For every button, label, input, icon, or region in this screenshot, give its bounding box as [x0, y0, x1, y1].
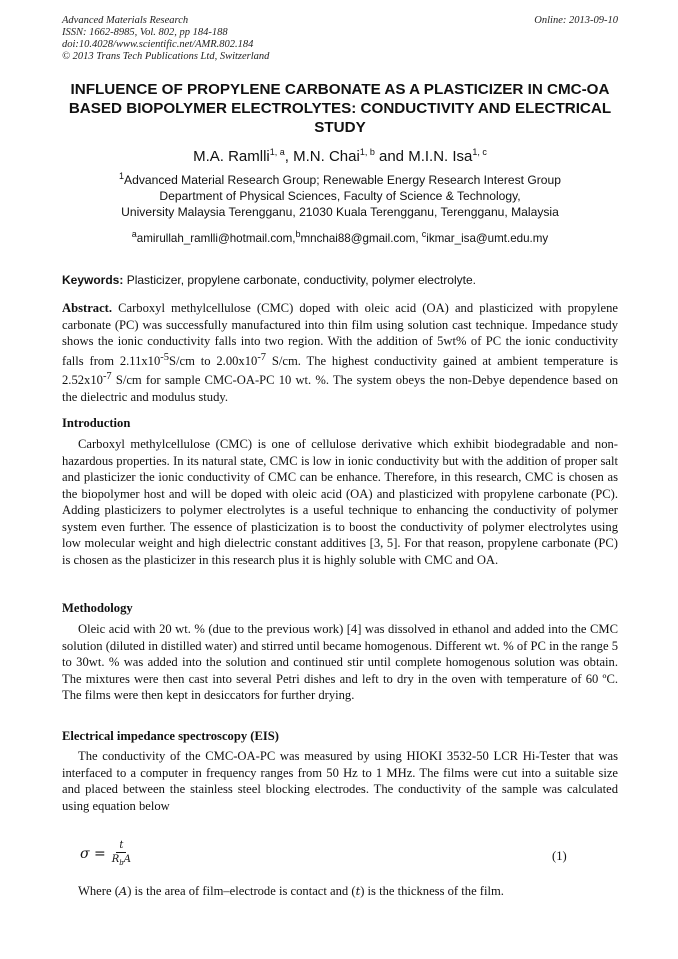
introduction-paragraph: Carboxyl methylcellulose (CMC) is one of cellulose derivative which exhibit biodegradable and non-hazardous properties. In its natural state, CMC is low in ionic conductivity but with the addition of proper salt and plasticizer the ionic conductivity of CMC can be enhance. Therefore, in this research, CMC is chosen as the biopolymer host and will be doped with oleic acid (OA) and plasticized with propylene carbonate (PC). Adding plasticizers to polymer electrolytes is a useful technique to enhancing the conductivity of polymer system even further. The essence of plasticization is to boost the conductivity of polymer electrolytes using low molecular weight and high dielectric constant additives [3, 5]. For that reason, propylene carbonate (PC) is chosen as the plasticizer in this research plus it is highly soluble with CMC and OA.: [62, 437, 618, 567]
affiliation-line: Advanced Material Research Group; Renewable Energy Research Interest Group: [124, 173, 561, 187]
exponent: -7: [257, 351, 267, 363]
email-link[interactable]: amirullah_ramlli@hotmail.com,: [136, 232, 296, 245]
author-3-affil: 1, c: [472, 147, 487, 157]
equation-lhs: σ =: [80, 845, 106, 862]
journal-header: [62, 15, 618, 63]
equation-number: (1): [552, 849, 567, 863]
author-separator: and: [374, 148, 409, 165]
abstract-text: Carboxyl methylcellulose (CMC) doped with oleic acid (OA) and plasticized with propylene carbonate (PC) was successfully manufactured into thin film using solution cast technique. Impedance study shows the ionic conductivity falls into two region. With the addition of 5wt% of PC the ionic conductivity falls from 2.11x10: [62, 301, 618, 368]
symbol-subscript: b: [119, 859, 124, 867]
author-3: M.I.N. Isa: [408, 148, 473, 165]
author-separator: ,: [284, 148, 294, 165]
symbol-r: R: [111, 854, 120, 865]
affiliation-line: Department of Physical Sciences, Faculty of Science & Technology,: [159, 189, 521, 203]
affiliation-line: University Malaysia Terengganu, 21030 Kuala Terengganu, Terengganu, Malaysia: [121, 205, 559, 219]
affiliation: [62, 172, 618, 220]
methodology-paragraph: Oleic acid with 20 wt. % (due to the previous work) [4] was dissolved in ethanol and added into the CMC solution (diluted in distilled water) and stirred until became homogenous. Different wt. % of PC in the range 5 to 30wt. % was added into the solution and continued stir until complete homogenous solution was obtain. The mixtures were then cast into several Petri dishes and left to dry in the oven with temperature of 60 ºC. The films were then kept in desiccators for further drying.: [62, 622, 618, 702]
author-1-affil: 1, a: [269, 147, 285, 157]
equation-fraction: [112, 840, 131, 867]
email-marker: a: [131, 229, 137, 240]
journal-name: Advanced Materials Research: [62, 15, 189, 26]
paper-title: INFLUENCE OF PROPYLENE CARBONATE AS A PLASTICIZER IN CMC-OA BASED BIOPOLYMER ELECTROLYTES: CONDUCTIVITY AND ELECTRICAL STUDY: [68, 81, 612, 136]
abstract-text: S/cm for sample CMC-OA-PC 10 wt. %. The system obeys the non-Debye dependence based on the dielectric and modulus study.: [62, 373, 618, 404]
author-emails: [62, 231, 618, 247]
exponent: -5: [160, 351, 170, 363]
author-1: M.A. Ramlli: [193, 148, 270, 165]
author-2-affil: 1, b: [359, 147, 375, 157]
abstract: [62, 300, 618, 405]
journal-issn: ISSN: 1662-8985, Vol. 802, pp 184-188: [62, 27, 228, 38]
journal-copyright: © 2013 Trans Tech Publications Ltd, Switzerland: [62, 51, 270, 62]
affiliation-marker: 1: [119, 170, 125, 181]
where-text: Where (: [78, 884, 119, 898]
where-text: ) is the area of film–electrode is contact and (: [127, 884, 356, 898]
where-text: ) is the thickness of the film.: [360, 884, 504, 898]
equation-denominator: [112, 853, 131, 867]
where-paragraph: [62, 883, 618, 900]
variable-t: t: [355, 884, 361, 898]
email-marker: b: [295, 229, 301, 240]
journal-doi: doi:10.4028/www.scientific.net/AMR.802.184: [62, 39, 254, 50]
variable-a: A: [118, 884, 128, 898]
abstract-label: Abstract.: [62, 301, 113, 315]
section-heading-eis: Electrical impedance spectroscopy (EIS): [62, 729, 279, 743]
keywords-text: Plasticizer, propylene carbonate, conductivity, polymer electrolyte.: [123, 273, 476, 287]
email-link[interactable]: mnchai88@gmail.com,: [300, 232, 422, 245]
section-heading-methodology: Methodology: [62, 601, 133, 615]
keywords: [62, 272, 618, 288]
email-marker: c: [421, 229, 427, 240]
keywords-label: Keywords:: [62, 273, 124, 287]
author-list: [62, 147, 618, 167]
conductivity-equation: [80, 840, 131, 867]
abstract-text: S/cm. The highest conductivity gained at ambient temperature is 2.52x10: [62, 353, 618, 388]
eis-paragraph: The conductivity of the CMC-OA-PC was measured by using HIOKI 3532-50 LCR Hi-Tester that was interfaced to a computer in frequency ranges from 50 Hz to 1 MHz. The films were cut into a suitable size and placed between the stainless steel blocking electrodes. The conductivity of the sample was calculated using equation below: [62, 749, 618, 813]
symbol-a: A: [123, 854, 131, 865]
online-date: Online: 2013-09-10: [534, 15, 618, 26]
email-link[interactable]: ikmar_isa@umt.edu.my: [426, 232, 549, 245]
abstract-text: S/cm to 2.00x10: [169, 353, 258, 368]
section-heading-introduction: Introduction: [62, 416, 131, 430]
exponent: -7: [102, 371, 112, 383]
equation-numerator: t: [116, 840, 126, 853]
author-2: M.N. Chai: [293, 148, 360, 165]
